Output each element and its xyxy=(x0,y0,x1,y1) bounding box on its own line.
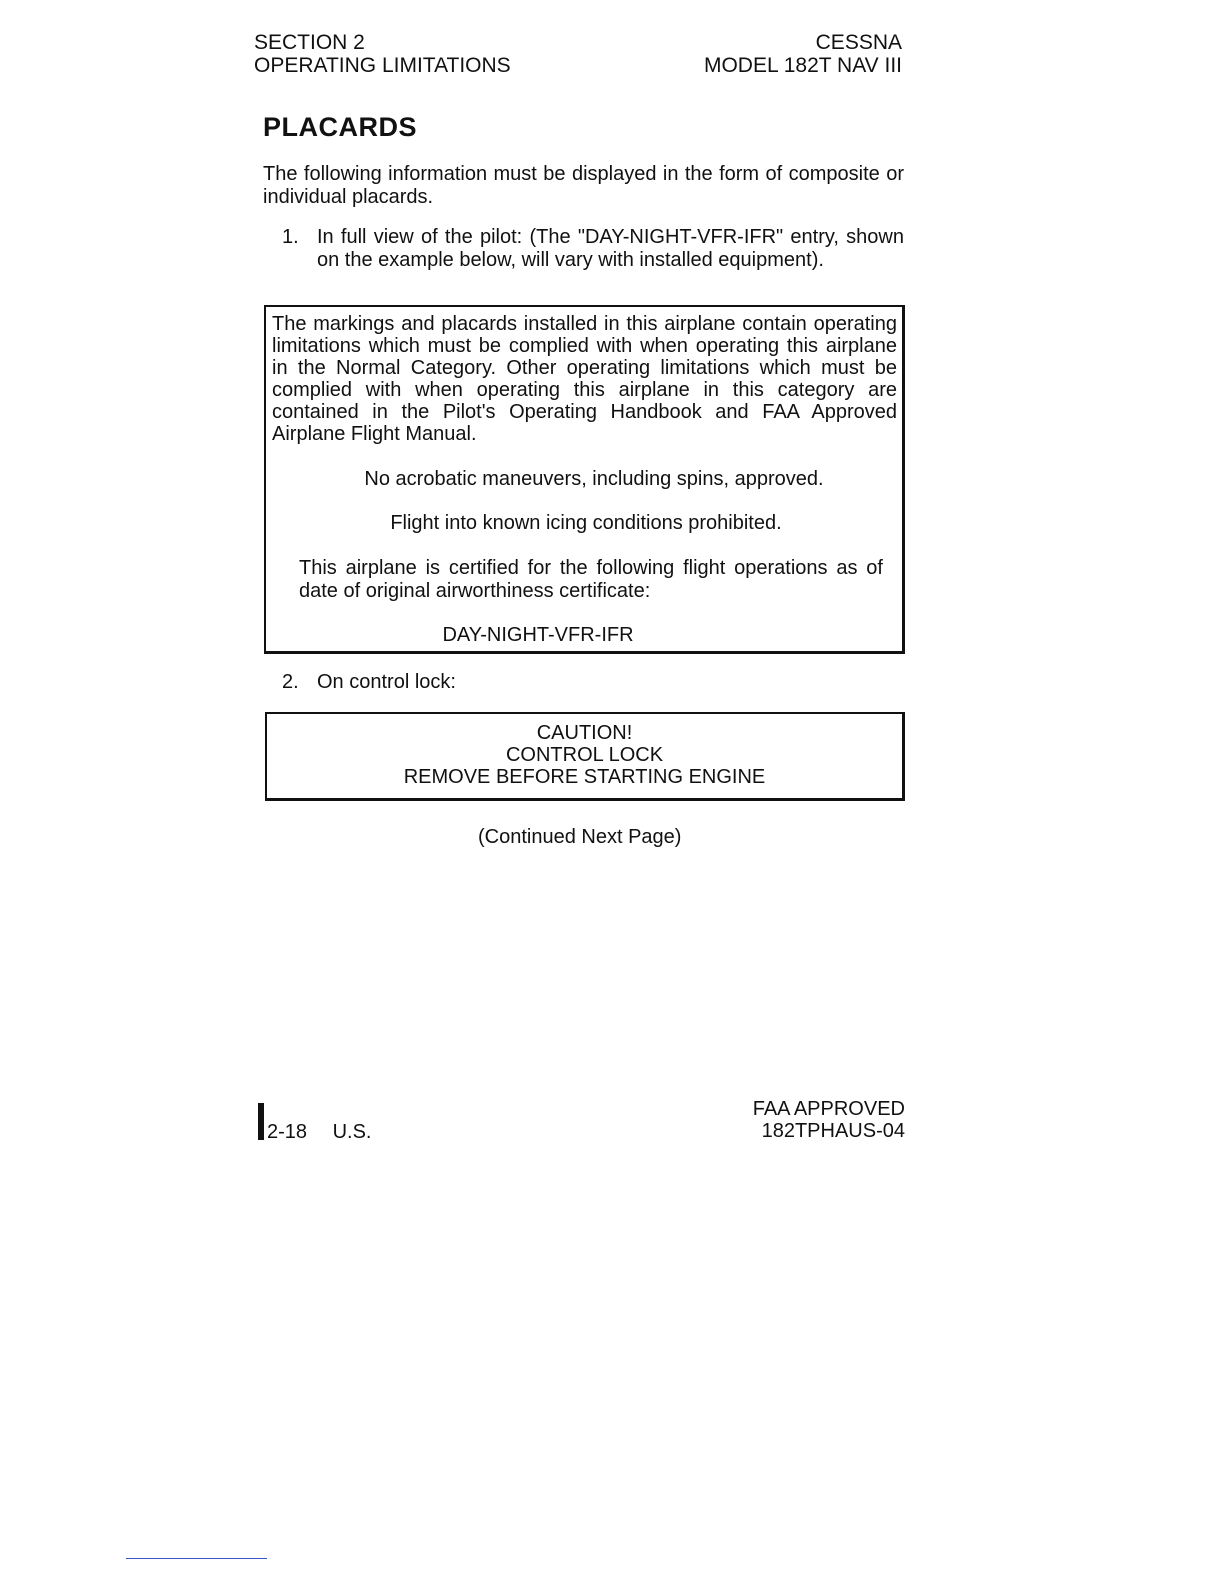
continued-note: (Continued Next Page) xyxy=(478,826,682,848)
section-title: OPERATING LIMITATIONS xyxy=(254,54,511,77)
placard-certified-text: This airplane is certified for the following flight operations as of date of original airworthiness certificate: xyxy=(299,557,883,602)
control-lock-placard xyxy=(265,712,905,801)
manufacturer-label: CESSNA xyxy=(815,31,902,54)
placard-intro-text: The markings and placards installed in this airplane contain operating limitations which must be complied with when operating this airplane in the Normal Category. Other operating limitations which must be complied with when operating this airplane in this category are contained in the Pilot's Operating Handbook and FAA Approved Airplane Flight Manual. xyxy=(272,313,897,445)
header-left xyxy=(254,31,511,77)
list-item-text: On control lock: xyxy=(317,671,456,693)
header-right xyxy=(704,31,902,77)
placard-operations-text: DAY-NIGHT-VFR-IFR xyxy=(442,624,634,646)
bottom-rule xyxy=(126,1558,267,1559)
placard-icing-text: Flight into known icing conditions prohibited. xyxy=(390,512,782,534)
revision-bar xyxy=(258,1103,264,1140)
footer-right xyxy=(753,1098,905,1142)
remove-instruction: REMOVE BEFORE STARTING ENGINE xyxy=(403,766,766,788)
intro-paragraph: The following information must be displayed in the form of composite or individual placards. xyxy=(263,163,904,208)
page-title: PLACARDS xyxy=(263,112,418,142)
list-item-number: 2. xyxy=(282,671,299,693)
placard-acrobatic-text: No acrobatic maneuvers, including spins, approved. xyxy=(364,468,824,490)
list-item xyxy=(282,671,904,696)
document-id: 182TPHAUS-04 xyxy=(761,1120,905,1142)
approval-label: FAA APPROVED xyxy=(752,1098,905,1120)
section-label: SECTION 2 xyxy=(254,31,365,54)
operating-limitations-placard xyxy=(264,305,905,654)
caution-label: CAUTION! xyxy=(536,722,633,744)
list-item-text: In full view of the pilot: (The "DAY-NIGHT-VFR-IFR" entry, shown on the example below, will vary with installed equipment). xyxy=(317,226,904,271)
model-label: MODEL 182T NAV III xyxy=(703,54,902,77)
list-item-number: 1. xyxy=(282,226,299,248)
control-lock-label: CONTROL LOCK xyxy=(505,744,664,766)
list-item xyxy=(282,226,904,296)
region-label: U.S. xyxy=(332,1121,372,1143)
footer-left xyxy=(267,1121,372,1144)
page-number: 2-18 xyxy=(267,1121,308,1143)
